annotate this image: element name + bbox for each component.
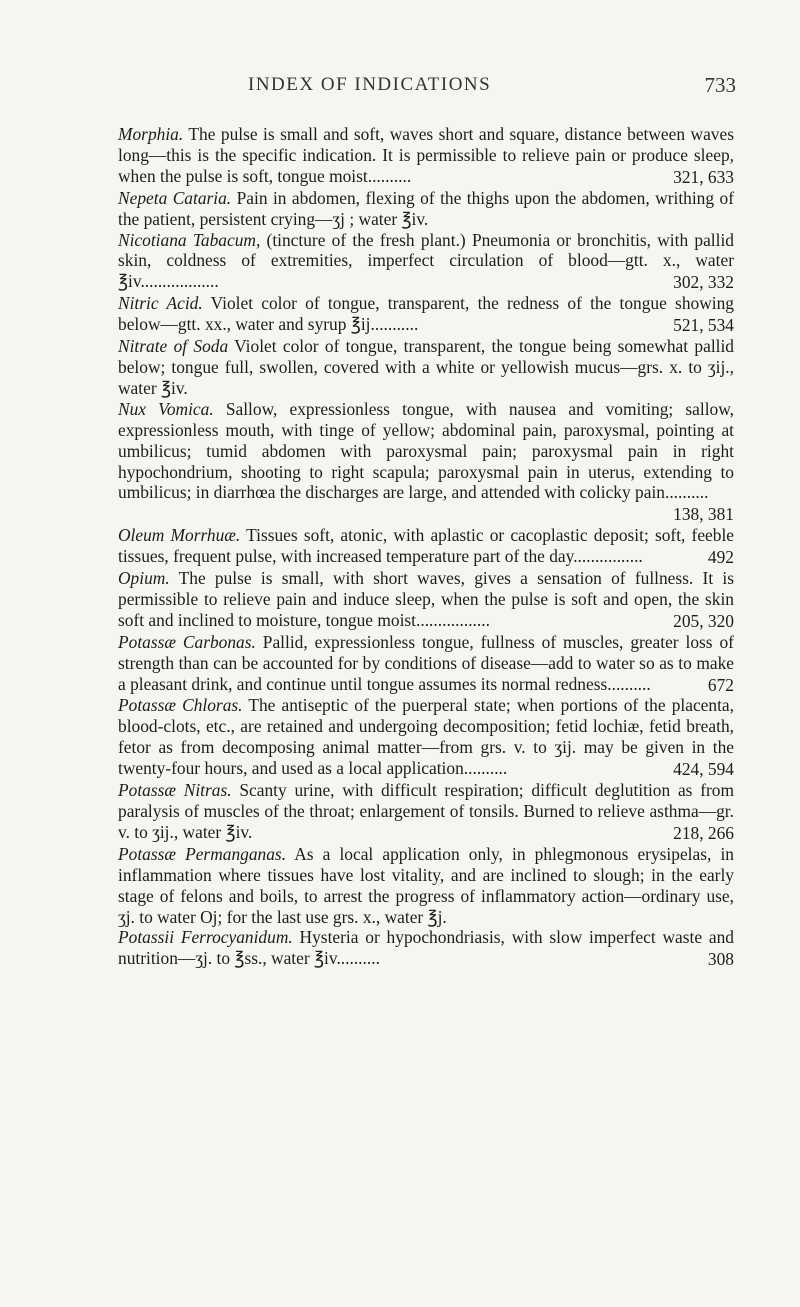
- index-entry-nicotiana-tabacum: [118, 230, 734, 294]
- page-number: 733: [704, 73, 736, 97]
- index-entries: [118, 124, 734, 970]
- entry-text: Sallow, expressionless tongue, with nausea and vomiting; sallow, expressionless mouth, with tinge of yellow; abdominal pain, paroxysmal, pointing at umbilicus; tumid abdomen with paroxysmal pain; paroxysmal pain in right hypochondrium, shooting to right scapula; paroxysmal pain in uterus, extending to umbilicus; in diarrhœa the discharges are large, and attended with colicky pain..........: [118, 398, 734, 503]
- entry-text: The antiseptic of the puerperal state; when portions of the placenta, blood-clots, etc., are retained and undergoing decomposition; fetid lochiæ, fetid breath, fetor as from decomposing animal matter—from grs. v. to ʒij. may be given in the twenty-four hours, and used as a local application..........: [118, 695, 734, 779]
- entry-page-ref: 218, 266: [673, 822, 734, 843]
- entry-heading: Nitrate of Soda: [118, 336, 229, 357]
- entry-heading: Opium.: [118, 568, 170, 589]
- running-title: INDEX OF INDICATIONS: [248, 74, 492, 95]
- entry-text: Pain in abdomen, flexing of the thighs upon the abdomen, writhing of the patient, persistent crying—ʒj ; water ℥iv.: [118, 187, 734, 229]
- entry-heading: Potassæ Chloras.: [118, 695, 243, 716]
- entry-heading: Nicotiana Tabacum,: [118, 229, 261, 250]
- index-entry-nitrate-of-soda: [118, 336, 734, 399]
- entry-page-ref: 521, 534: [673, 315, 734, 336]
- entry-text: Pallid, expressionless tongue, fullness of muscles, greater loss of strength than can be accounted for by conditions of disease—add to water so as to make a pleasant drink, and continue until tongue assumes its normal redness..........: [118, 631, 734, 694]
- entry-heading: Oleum Morrhuæ.: [118, 525, 241, 546]
- entry-text: Hysteria or hypochondriasis, with slow imperfect waste and nutrition—ʒj. to ℥ss., water ℥iv..........: [118, 927, 734, 969]
- entry-text: Tissues soft, atonic, with aplastic or cacoplastic deposit; soft, feeble tissues, frequent pulse, with increased temperature part of the day................: [118, 525, 734, 567]
- entry-page-ref: 672: [707, 674, 734, 695]
- entry-heading: Nepeta Cataria.: [118, 187, 232, 208]
- entry-page-ref: 138, 381: [673, 504, 734, 525]
- entry-text: Violet color of tongue, transparent, the redness of the tongue showing below—gtt. xx., water and syrup ℥ij...........: [118, 293, 734, 335]
- entry-heading: Potassæ Permanganas.: [118, 843, 287, 864]
- entry-heading: Potassii Ferrocyanidum.: [118, 927, 293, 948]
- page-header: [0, 74, 800, 104]
- index-entry-potassae-chloras: [118, 695, 734, 780]
- index-entry-nitric-acid: [118, 293, 734, 336]
- entry-text: Scanty urine, with difficult respiration; difficult deglutition as from paralysis of muscles of the throat; enlargement of tonsils. Burned to relieve asthma—gr. v. to ʒij., water ℥iv.: [118, 780, 734, 842]
- index-entry-potassae-carbonas: [118, 632, 734, 696]
- entry-heading: Potassæ Nitras.: [118, 780, 232, 801]
- entry-heading: Morphia.: [118, 124, 184, 144]
- entry-text: The pulse is small and soft, waves short and square, distance between waves long—this is the specific indication. It is permissible to relieve pain or produce sleep, when the pulse is soft, tongue moist..........: [118, 124, 734, 186]
- index-entry-opium: [118, 568, 734, 632]
- index-entry-morphia: [118, 124, 734, 188]
- entry-page-ref: 205, 320: [673, 610, 734, 631]
- entry-page-ref: 321, 633: [673, 166, 734, 187]
- entry-page-ref: 308: [707, 949, 734, 970]
- index-entry-oleum-morrhuae: [118, 525, 734, 568]
- entry-page-ref: 424, 594: [673, 759, 734, 780]
- entry-text: (tincture of the fresh plant.) Pneumonia or bronchitis, with pallid skin, coldness of extremities, imperfect circulation of blood—gtt. x., water ℥iv..................: [118, 229, 734, 292]
- entry-text: The pulse is small, with short waves, gives a sensation of fullness. It is permissible to relieve pain and induce sleep, when the pulse is soft and open, the skin soft and inclined to moisture, tongue moist.................: [118, 568, 734, 630]
- entry-page-ref: 492: [707, 547, 734, 568]
- index-entry-potassae-nitras: [118, 780, 734, 844]
- index-entry-potassii-ferrocyanidum: [118, 927, 734, 970]
- index-entry-nepeta-cataria: [118, 188, 734, 230]
- entry-text: As a local application only, in phlegmonous erysipelas, in inflammation where tissues have lost vitality, and are inclined to slough; in the early stage of felons and boils, to arrest the progress of inflammatory action—ordinary use, ʒj. to water Oj; for the last use grs. x., water ℥j.: [118, 843, 734, 927]
- entry-page-ref: 302, 332: [673, 272, 734, 293]
- entry-text: Violet color of tongue, transparent, the tongue being somewhat pallid below; tongue full, swollen, covered with a white or yellowish mucus—grs. x. to ʒij., water ℥iv.: [118, 336, 735, 398]
- entry-heading: Nitric Acid.: [118, 293, 203, 314]
- index-entry-potassae-permanganas: [118, 844, 734, 928]
- entry-heading: Nux Vomica.: [118, 398, 214, 419]
- entry-heading: Potassæ Carbonas.: [118, 631, 256, 652]
- index-entry-nux-vomica: [118, 399, 734, 525]
